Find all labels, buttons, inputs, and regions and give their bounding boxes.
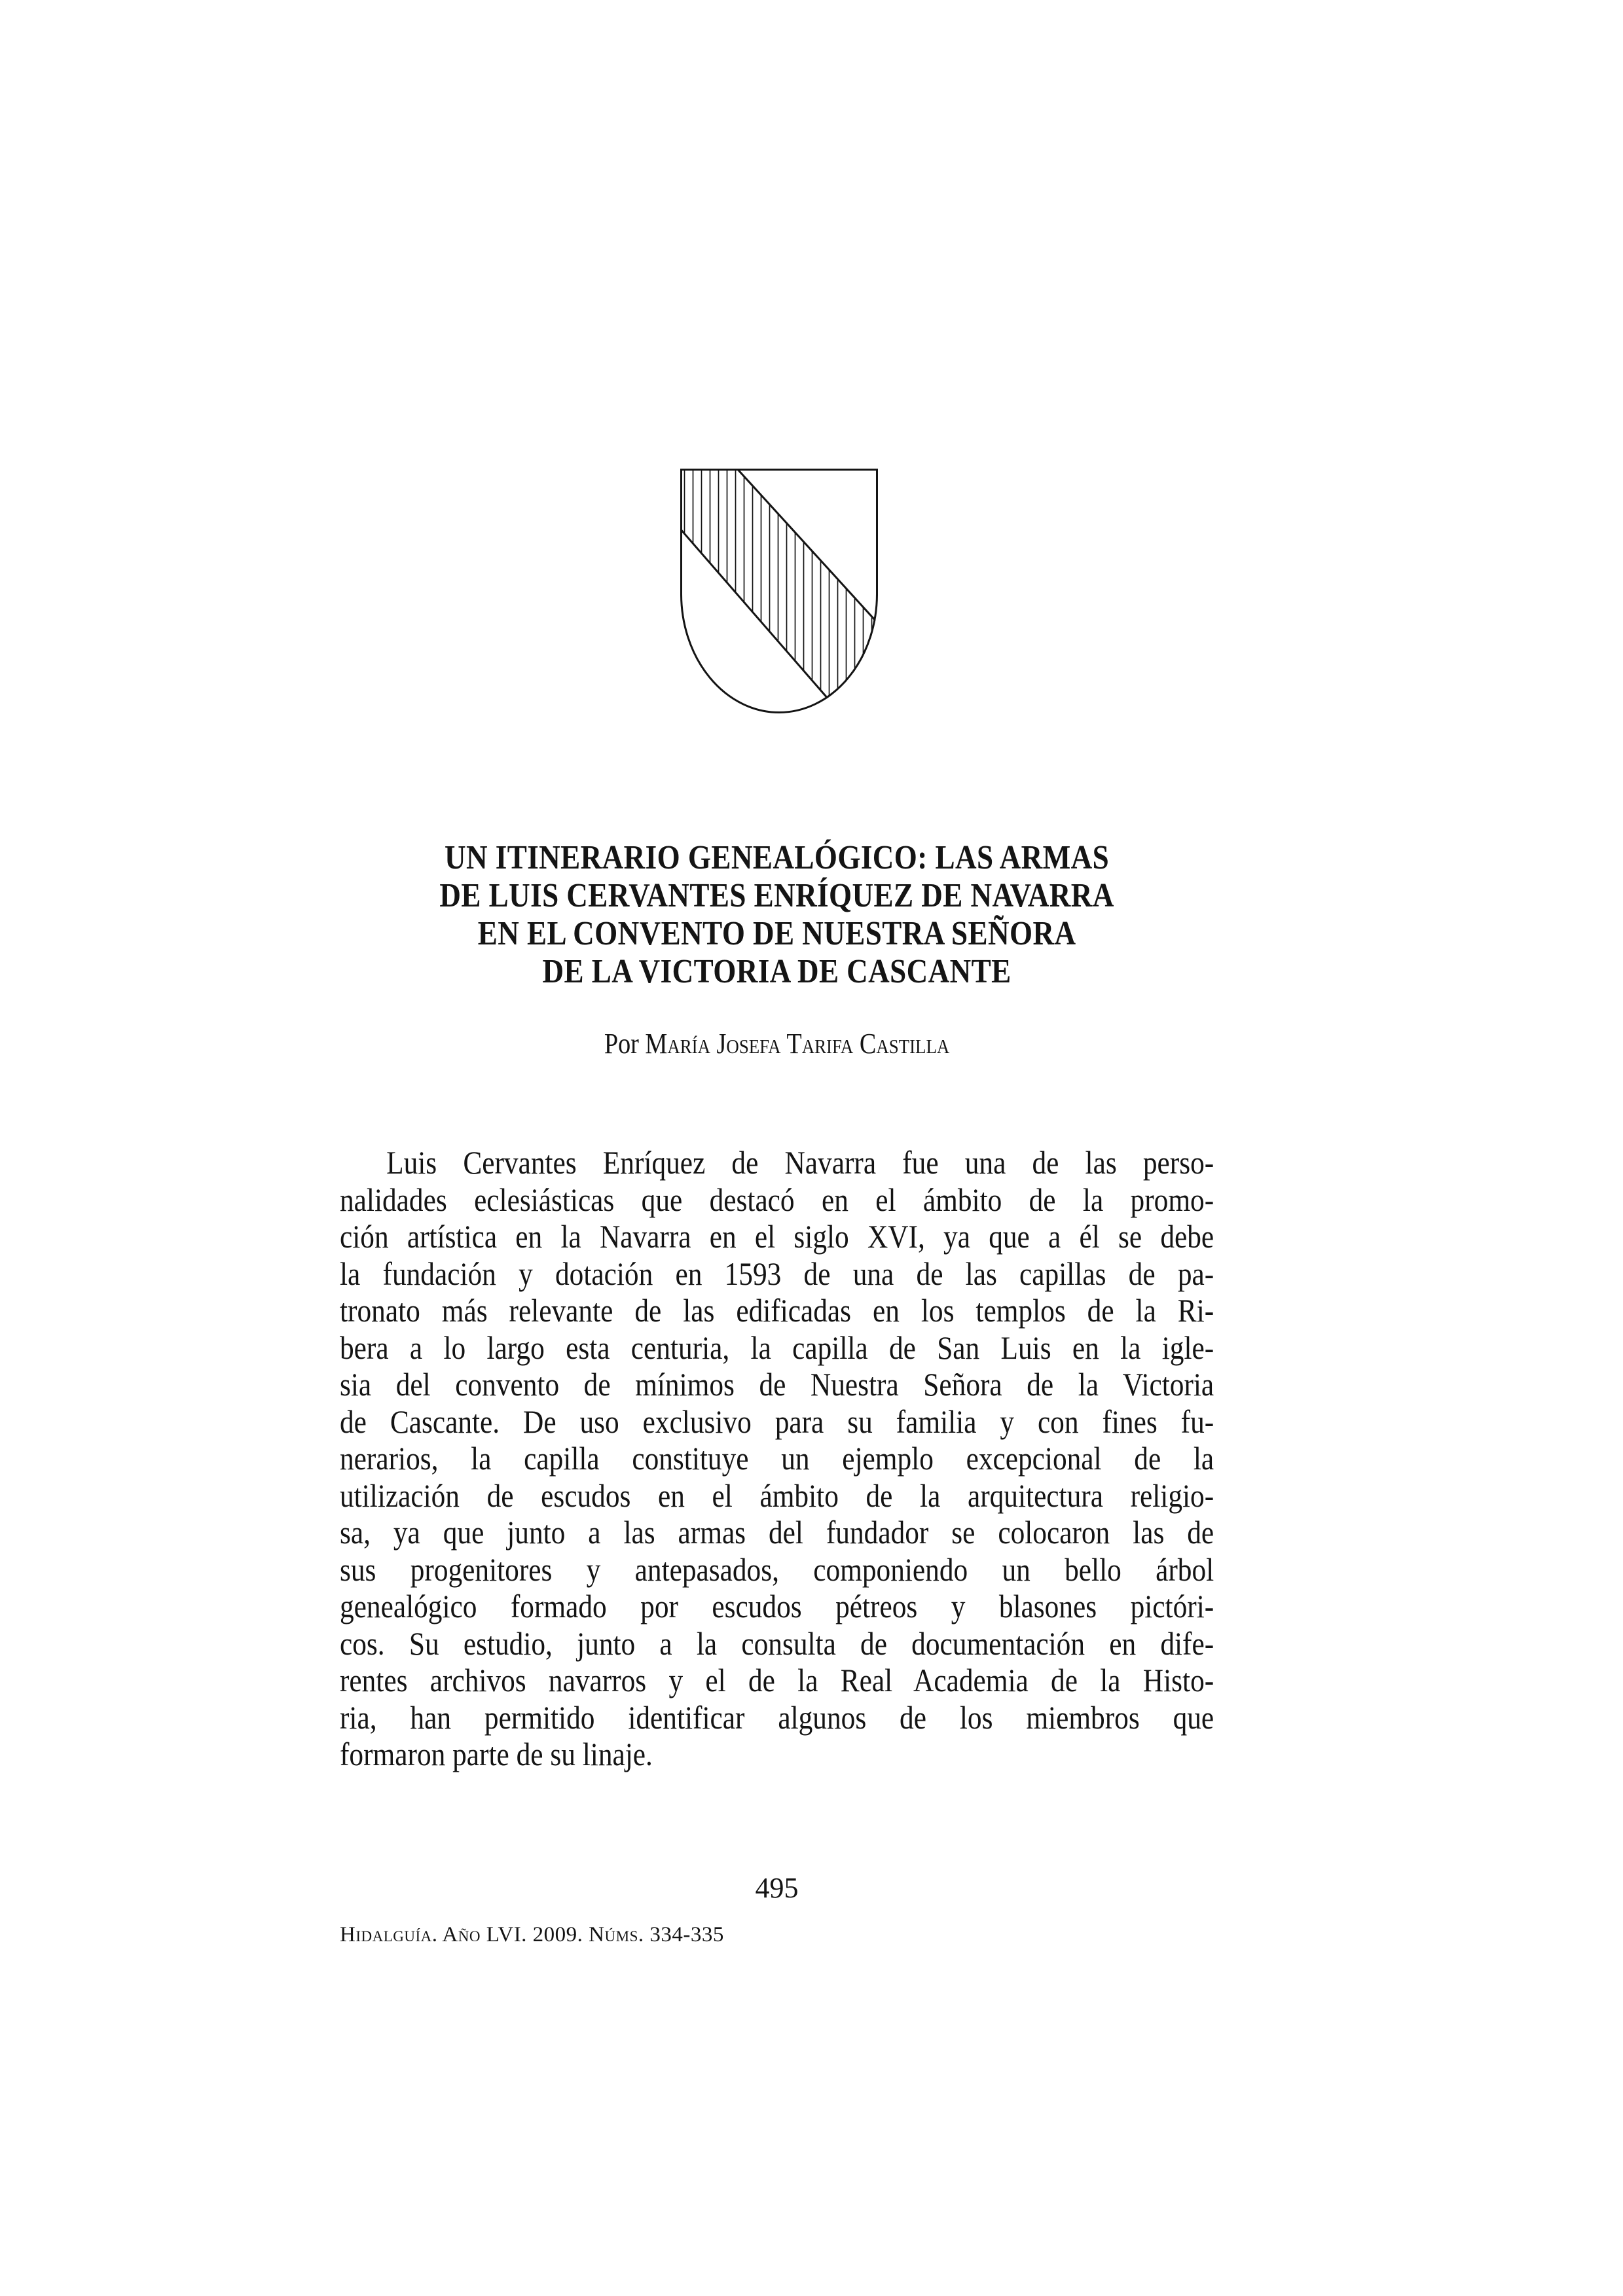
heraldic-shield-bend-icon [680, 469, 878, 713]
body-line: la fundación y dotación en 1593 de una de las capillas de pa- [340, 1255, 1214, 1292]
heraldic-shield-figure [680, 469, 878, 713]
byline [340, 1028, 1214, 1060]
title-line: UN ITINERARIO GENEALÓGICO: LAS ARMAS [445, 839, 1110, 876]
page-number: 495 [755, 1872, 799, 1904]
body-line: formaron parte de su linaje. [340, 1736, 653, 1772]
body-line: nerarios, la capilla constituye un ejemplo excepcional de la [340, 1440, 1214, 1477]
body-line: sia del convento de mínimos de Nuestra Señora de la Victoria [340, 1366, 1214, 1403]
byline-author-name: María Josefa Tarifa Castilla [645, 1028, 950, 1060]
article-title [340, 839, 1214, 991]
body-line: genealógico formado por escudos pétreos y blasones pictóri- [340, 1588, 1214, 1624]
body-line: bera a lo largo esta centuria, la capilla de San Luis en la igle- [340, 1329, 1214, 1366]
body-line: de Cascante. De uso exclusivo para su familia y con fines fu- [340, 1403, 1214, 1440]
body-line: Luis Cervantes Enríquez de Navarra fue una de las perso- [386, 1144, 1214, 1181]
body-line: cos. Su estudio, junto a la consulta de documentación en dife- [340, 1624, 1214, 1662]
byline-prefix: Por [604, 1028, 646, 1060]
title-line: EN EL CONVENTO DE NUESTRA SEÑORA [477, 915, 1076, 952]
body-line: utilización de escudos en el ámbito de la arquitectura religio- [340, 1477, 1214, 1514]
body-line: ción artística en la Navarra en el siglo XVI, ya que a él se debe [340, 1218, 1214, 1255]
body-line: nalidades eclesiásticas que destacó en el ámbito de la promo- [340, 1181, 1214, 1218]
body-paragraph [340, 1144, 1214, 1773]
body-line: sa, ya que junto a las armas del fundador se colocaron las de [340, 1514, 1214, 1551]
body-line: ria, han permitido identificar algunos de los miembros que [340, 1698, 1214, 1736]
body-line: sus progenitores y antepasados, componiendo un bello árbol [340, 1551, 1214, 1588]
title-line: DE LA VICTORIA DE CASCANTE [542, 953, 1012, 990]
body-line: rentes archivos navarros y el de la Real Academia de la Histo- [340, 1662, 1214, 1698]
body-line: tronato más relevante de las edificadas en los templos de la Ri- [340, 1292, 1214, 1329]
journal-imprint: Hidalguía. Año LVI. 2009. Núms. 334-335 [340, 1923, 724, 1946]
title-line: DE LUIS CERVANTES ENRÍQUEZ DE NAVARRA [439, 877, 1114, 914]
